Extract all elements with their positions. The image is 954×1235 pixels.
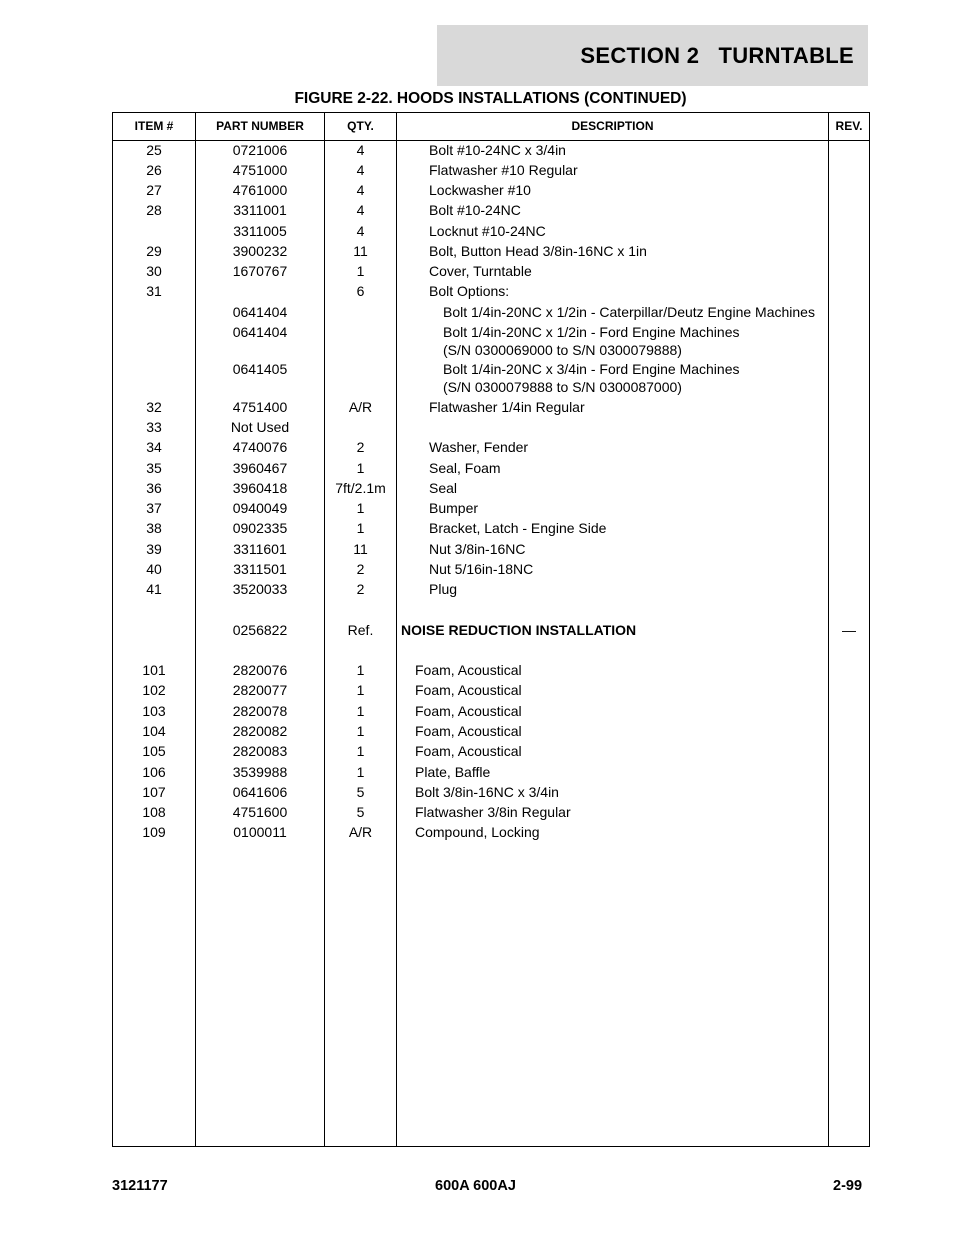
parts-table [112,112,870,1147]
part-number: Not Used [230,419,290,435]
part-number: 4751600 [232,804,288,820]
description: Plug [429,581,458,597]
part-number: 2820078 [232,703,288,719]
header-qty: QTY. [347,119,374,133]
description: Seal, Foam [429,460,501,476]
part-number: 3960418 [232,480,288,496]
part-number: 3960467 [232,460,288,476]
description: Compound, Locking [415,824,540,840]
description: Bolt 1/4in-20NC x 3/4in - Ford Engine Machines (S/N 0300079888 to S/N 0300087000) [443,361,740,395]
part-number: 0641606 [232,784,288,800]
description: Plate, Baffle [415,764,491,780]
part-number: 0902335 [232,520,288,536]
part-number: 4751400 [232,399,288,415]
quantity: 1 [356,263,365,279]
quantity: A/R [348,399,373,415]
description: Foam, Acoustical [415,723,522,739]
item-number: 34 [146,439,162,455]
item-number: 104 [142,723,166,739]
part-number: 3311601 [233,541,287,557]
description: Bolt #10-24NC [429,202,521,218]
item-number: 28 [146,202,162,218]
description: Foam, Acoustical [415,743,522,759]
description: Seal [429,480,458,496]
header-item: ITEM # [134,119,174,133]
description: Bolt #10-24NC x 3/4in [429,142,566,158]
part-number: 0641405 [232,361,288,377]
item-number: 32 [146,399,162,415]
description: Bolt 1/4in-20NC x 1/2in - Ford Engine Machines (S/N 0300069000 to S/N 0300079888) [443,324,740,358]
item-number: 26 [146,162,162,178]
quantity: 4 [356,223,365,239]
description: Flatwasher #10 Regular [429,162,578,178]
part-number: 3900232 [232,243,288,259]
description: Flatwasher 3/8in Regular [415,804,571,820]
part-number: 0721006 [232,142,288,158]
item-number: 103 [142,703,166,719]
item-number: 39 [146,541,162,557]
quantity: 4 [356,202,365,218]
item-number: 41 [146,581,162,597]
section-header [437,25,868,86]
description: Foam, Acoustical [415,662,522,678]
quantity: 1 [356,460,365,476]
description: Nut 3/8in-16NC [429,541,526,557]
quantity: 4 [356,182,365,198]
quantity: 1 [356,500,365,516]
description: Flatwasher 1/4in Regular [429,399,585,415]
header-description: DESCRIPTION [571,119,654,133]
quantity: Ref. [347,622,374,638]
item-number: 31 [146,283,162,299]
description: Cover, Turntable [429,263,532,279]
quantity: 1 [356,723,365,739]
part-number: 3311501 [233,561,287,577]
quantity: 1 [356,520,365,536]
header-part-number: PART NUMBER [216,119,304,133]
item-number: 25 [146,142,162,158]
quantity: 1 [356,764,365,780]
header-rev: REV. [835,119,863,133]
quantity: 1 [356,703,365,719]
part-number: 0940049 [232,500,288,516]
part-number: 3311005 [233,223,287,239]
item-number: 101 [142,662,166,678]
description: Bolt Options: [429,283,510,299]
item-number: 27 [146,182,162,198]
quantity: 2 [356,439,365,455]
item-number: 33 [146,419,162,435]
item-number: 108 [142,804,166,820]
quantity: 5 [356,784,365,800]
item-number: 102 [142,682,166,698]
quantity: 4 [356,142,365,158]
part-number: 4740076 [232,439,288,455]
footer-model: 600A 600AJ [435,1178,516,1194]
quantity: 4 [356,162,365,178]
part-number: 2820082 [232,723,288,739]
item-number: 107 [142,784,166,800]
section-title: SECTION 2 TURNTABLE [580,42,854,68]
quantity: 1 [356,682,365,698]
item-number: 109 [142,824,166,840]
quantity: 2 [356,581,365,597]
item-number: 36 [146,480,162,496]
description: Foam, Acoustical [415,703,522,719]
item-number: 37 [146,500,162,516]
quantity: 6 [356,283,365,299]
item-number: 38 [146,520,162,536]
item-number: 106 [142,764,166,780]
description: Locknut #10-24NC [429,223,546,239]
description: Bolt 1/4in-20NC x 1/2in - Caterpillar/Deutz Engine Machines [443,304,815,320]
description: Foam, Acoustical [415,682,522,698]
item-number: 30 [146,263,162,279]
part-number: 4751000 [232,162,288,178]
part-number: 1670767 [232,263,288,279]
part-number: 3311001 [233,202,287,218]
part-number: 0641404 [232,324,288,340]
item-number: 35 [146,460,162,476]
quantity: 5 [356,804,365,820]
footer-doc-number: 3121177 [112,1178,168,1194]
description: NOISE REDUCTION INSTALLATION [401,622,637,638]
part-number: 3520033 [232,581,288,597]
part-number: 2820077 [232,682,288,698]
item-number: 105 [142,743,166,759]
description: Bracket, Latch - Engine Side [429,520,607,536]
quantity: 7ft/2.1m [335,480,386,496]
quantity: 1 [356,743,365,759]
item-number: 40 [146,561,162,577]
part-number: 2820083 [232,743,288,759]
quantity: 2 [356,561,365,577]
revision: — [842,622,856,638]
part-number: 0641404 [232,304,288,320]
description: Lockwasher #10 [429,182,531,198]
figure-title: FIGURE 2-22. HOODS INSTALLATIONS (CONTINUED) [294,90,687,107]
part-number: 2820076 [232,662,288,678]
part-number: 0100011 [233,824,287,840]
description: Washer, Fender [429,439,529,455]
item-number: 29 [146,243,162,259]
quantity: 11 [353,243,368,259]
description: Bolt, Button Head 3/8in-16NC x 1in [429,243,647,259]
quantity: 11 [353,541,368,557]
quantity: A/R [348,824,373,840]
description: Bumper [429,500,479,516]
description: Nut 5/16in-18NC [429,561,534,577]
part-number: 4761000 [232,182,288,198]
quantity: 1 [356,662,365,678]
part-number: 3539988 [232,764,288,780]
description: Bolt 3/8in-16NC x 3/4in [415,784,559,800]
footer-page-number: 2-99 [833,1178,863,1194]
part-number: 0256822 [232,622,288,638]
